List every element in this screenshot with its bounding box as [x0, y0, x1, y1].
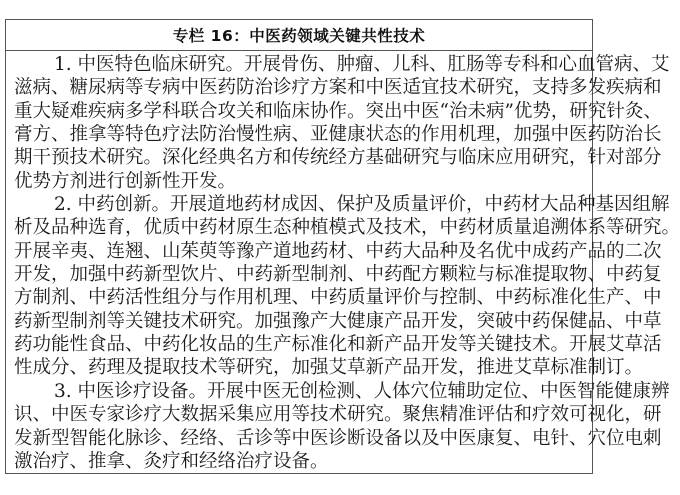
- text-line: 药功能性食品、中药化妆品的生产标准化和新产品开发等关键技术。开展艾草活: [14, 334, 662, 356]
- text-line: 方制剂、中药活性组分与作用机理、中药质量评价与控制、中药标准化生产、中: [14, 287, 662, 309]
- text-line: 重大疑难疾病多学科联合攻关和临床协作。突出中医“治未病”优势，研究针灸、: [14, 100, 662, 122]
- text-line: 激治疗、推拿、灸疗和经络治疗设备。: [14, 450, 329, 472]
- text-line: 开展辛夷、连翘、山茱萸等豫产道地药材、中药大品种及名优中成药产品的二次: [14, 240, 662, 262]
- paragraph: [14, 53, 670, 193]
- text-line: 开发，加强中药新型饮片、中药新型制剂、中药配方颗粒与标准提取物、中药复: [14, 264, 662, 286]
- text-line: 1. 中医特色临床研究。开展骨伤、肿瘤、儿科、肛肠等专科和心血管病、艾: [54, 54, 670, 75]
- text-line: 性成分、药理及提取技术等研究，加强艾草新产品开发，推进艾草标准制订。: [14, 357, 644, 379]
- text-line: 析及品种选育，优质中药材原生态种植模式及技术，中药材质量追溯体系等研究。: [14, 217, 680, 239]
- text-line: 滋病、糖尿病等专病中医药防治诊疗方案和中医适宜技术研究，支持多发疾病和: [14, 77, 662, 99]
- text-line: 3. 中医诊疗设备。开展中医无创检测、人体穴位辅助定位、中医智能健康辨: [54, 380, 670, 402]
- text-line: 药新型制剂等关键技术研究。加强豫产大健康产品开发，突破中药保健品、中草: [14, 310, 662, 332]
- text-line: 期干预技术研究。深化经典名方和传统经方基础研究与临床应用研究，针对部分: [14, 147, 662, 169]
- feature-box: [5, 19, 680, 474]
- box-title: 专栏 16：中医药领域关键共性技术: [6, 20, 592, 51]
- text-line: 2. 中药创新。开展道地药材成因、保护及质量评价，中药材大品种基因组解: [54, 194, 670, 216]
- text-line: 膏方、推拿等特色疗法防治慢性病、亚健康状态的作用机理，加强中医药防治长: [14, 124, 662, 146]
- text-line: 发新型智能化脉诊、经络、舌诊等中医诊断设备以及中医康复、电针、穴位电刺: [14, 427, 662, 449]
- paragraph: [14, 193, 680, 380]
- paragraph: [14, 380, 670, 473]
- box-body: [6, 51, 680, 473]
- text-line: 优势方剂进行创新性开发。: [14, 170, 237, 192]
- text-line: 识、中医专家诊疗大数据采集应用等技术研究。聚焦精准评估和疗效可视化，研: [14, 404, 662, 426]
